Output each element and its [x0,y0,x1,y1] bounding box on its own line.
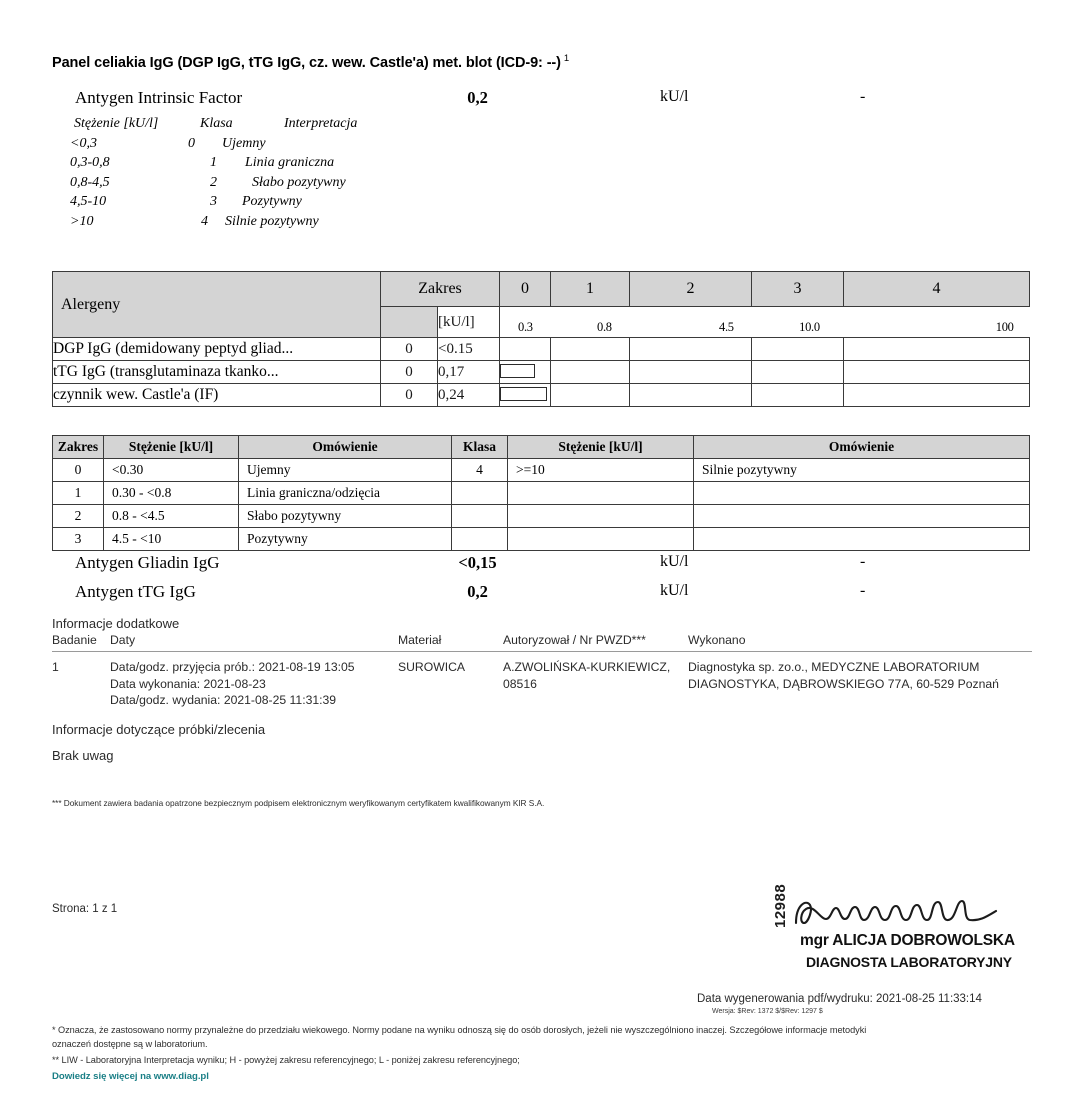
ref-header-class-right: Klasa [452,436,508,459]
diag-website-link[interactable]: Dowiedz się więcej na www.diag.pl [52,1071,209,1082]
ref-conc-right [508,505,694,528]
chart-concentration-value: <0.15 [438,338,500,361]
chart-band-label-1: 1 [551,272,630,307]
chart-band-cell [844,384,1030,407]
chart-class-value: 0 [381,384,438,407]
info-date-received: Data/godz. przyjęcia prób.: 2021-08-19 13:05 [110,660,355,674]
chart-data-row [53,338,1030,361]
ref-desc: Pozytywny [239,528,452,551]
info-date-issued: Data/godz. wydania: 2021-08-25 11:31:39 [110,693,337,707]
additional-info-title: Informacje dodatkowe [52,616,180,631]
allergen-bar-chart-table [52,271,1030,418]
chart-band-cell [844,338,1030,361]
legend-header-concentration: Stężenie [kU/l] [74,116,159,131]
stamp-diagnostician-role: DIAGNOSTA LABORATORYJNY [806,954,1012,970]
legend-interpretation: Linia graniczna [245,155,335,171]
result-reference: - [860,88,866,105]
info-date-performed: Data wykonania: 2021-08-23 [110,676,266,691]
table-row [53,528,1030,551]
chart-band-cell [630,384,752,407]
result-value: <0,15 [458,553,497,572]
ref-conc: 0.8 - <4.5 [104,505,239,528]
chart-band-label-0: 0 [500,272,551,307]
class-reference-table [52,435,1030,551]
info-dates-cell [110,652,398,709]
info-lab-address: DIAGNOSTYKA, DĄBROWSKIEGO 77A, 60-529 Poznań [688,676,999,691]
ref-desc: Ujemny [239,459,452,482]
chart-band-cell [844,361,1030,384]
info-lab-name: Diagnostyka sp. zo.o., MEDYCZNE LABORATORIUM [688,660,980,674]
footer-note-star-line2: oznaczeń dostępne są w laboratorium. [52,1039,208,1049]
chart-axis-tick-value: 4.5 [719,320,734,334]
legend-interpretation: Silnie pozytywny [225,213,319,229]
chart-axis-unit: [kU/l] [438,307,500,338]
chart-band-cell [630,338,752,361]
result-row-intrinsic-factor [0,88,1080,112]
ref-header-conc-left: Stężenie [kU/l] [104,436,239,459]
chart-axis-tick-value: 0.8 [597,320,612,334]
chart-axis-tick-0 [500,307,551,338]
legend-header-class: Klasa [200,116,233,131]
chart-band-cell [551,384,630,407]
legend-concentration: >10 [70,213,94,229]
chart-band-label-2: 2 [630,272,752,307]
info-performed-cell [688,652,1032,709]
pdf-version: Wersja: $Rev: 1372 $/$Rev: 1297 $ [712,1008,823,1015]
ref-header-range-left: Zakres [53,436,104,459]
ref-header-desc-left: Omówienie [239,436,452,459]
ref-range: 0 [53,459,104,482]
result-unit: kU/l [660,582,689,599]
table-row [53,482,1030,505]
chart-concentration-value: 0,24 [438,384,500,407]
page-title-superscript: 1 [563,53,570,64]
sample-info-content: Brak uwag [52,748,114,763]
chart-band-cell [551,338,630,361]
info-header-dates: Daty [110,633,398,652]
ref-range: 3 [53,528,104,551]
result-name: Antygen Gliadin IgG [75,553,220,572]
result-name: Antygen tTG IgG [75,582,196,601]
chart-header-allergen: Alergeny [53,272,381,338]
chart-concentration-value: 0,17 [438,361,500,384]
legend-class: 3 [210,194,217,210]
electronic-signature-note: *** Dokument zawiera badania opatrzone bezpiecznym podpisem elektronicznym weryfikowanym certyfikatem kwalifikowanym KIR S.A. [52,798,545,808]
chart-band-label-4: 4 [844,272,1030,307]
page-number: Strona: 1 z 1 [52,903,118,915]
result-row-ttg-igg [0,582,1080,606]
ref-header-conc-right: Stężenie [kU/l] [508,436,694,459]
chart-data-row [53,384,1030,407]
ref-range: 2 [53,505,104,528]
ref-desc: Słabo pozytywny [239,505,452,528]
ref-desc-right [694,482,1030,505]
legend-class: 1 [210,155,217,171]
pdf-generation-date: Data wygenerowania pdf/wydruku: 2021-08-25 11:33:14 [697,993,982,1005]
page-title-text: Panel celiakia IgG (DGP IgG, tTG IgG, cz. wew. Castle'a) met. blot (ICD-9: --) [52,54,561,71]
chart-axis-tick-value: 100 [995,320,1014,334]
chart-bar-track [500,338,551,361]
chart-axis-spacer [381,307,438,338]
table-row [53,459,1030,482]
table-row [52,652,1032,709]
reference-header-row [53,436,1030,459]
chart-bar [500,387,547,401]
chart-axis-tick-3 [752,307,844,338]
footer-note-star-line1: * Oznacza, że zastosowano normy przynależne do przedziału wiekowego. Normy podane na wyniku odnoszą się do osób dorosłych, jeżeli nie wyszczególniono inaczej. Szczegółowe informacje metodyki [52,1025,867,1035]
info-material: SUROWICA [398,660,466,674]
chart-bottom-spacer-row [53,407,1030,419]
page-title [52,53,569,71]
chart-header-row [53,272,1030,307]
ref-class-right [452,528,508,551]
chart-band-label-3: 3 [752,272,844,307]
legend-concentration: 4,5-10 [70,194,107,210]
chart-bar [500,364,535,378]
ref-conc: <0.30 [104,459,239,482]
chart-band-cell [551,361,630,384]
chart-class-value: 0 [381,361,438,384]
info-header-row [52,633,1032,652]
legend-concentration: 0,3-0,8 [70,155,110,171]
stamp-diagnostician-name: mgr ALICJA DOBROWOLSKA [800,932,1015,949]
ref-desc: Linia graniczna/odzięcia [239,482,452,505]
ref-header-desc-right: Omówienie [694,436,1030,459]
ref-desc-right [694,528,1030,551]
chart-axis-tick-2 [630,307,752,338]
ref-range: 1 [53,482,104,505]
ref-class-right [452,482,508,505]
sample-info-title: Informacje dotyczące próbki/zlecenia [52,722,266,737]
footer-note-liw: ** LIW - Laboratoryjna Interpretacja wyniku; H - powyżej zakresu referencyjnego; L - poniżej zakresu referencyjnego; [52,1055,520,1065]
additional-info-table [52,633,1032,709]
chart-band-cell [752,338,844,361]
info-header-authorized: Autoryzował / Nr PWZD*** [503,633,688,652]
info-header-study: Badanie [52,633,110,652]
result-value: 0,2 [467,582,488,601]
legend-concentration: 0,8-4,5 [70,174,110,190]
result-unit: kU/l [660,88,689,105]
handwritten-signature-icon [790,893,1020,933]
ref-conc-right [508,528,694,551]
chart-category-label: DGP IgG (demidowany peptyd gliad... [53,338,381,361]
result-reference: - [860,582,866,599]
chart-category-label: czynnik wew. Castle'a (IF) [53,384,381,407]
chart-axis-tick-1 [551,307,630,338]
result-reference: - [860,553,866,570]
chart-header-range: Zakres [381,272,500,307]
info-authorized-cell [503,652,688,709]
legend-interpretation: Ujemny [222,135,266,151]
chart-axis-tick-4 [844,307,1030,338]
chart-band-cell [630,361,752,384]
chart-class-value: 0 [381,338,438,361]
chart-bottom-spacer [53,407,1030,419]
legend-header-interpretation: Interpretacja [284,116,358,131]
info-study-number: 1 [52,660,59,674]
chart-axis-tick-value: 0.3 [518,320,533,334]
chart-band-cell [752,361,844,384]
chart-category-label: tTG IgG (transglutaminaza tkanko... [53,361,381,384]
signature-stamp [770,883,1032,985]
stamp-id-number: 12988 [772,883,789,928]
table-row [53,505,1030,528]
result-name: Antygen Intrinsic Factor [75,88,243,107]
chart-bar-track [500,361,551,384]
info-authorized-name: A.ZWOLIŃSKA-KURKIEWICZ, [503,660,671,674]
legend-class: 2 [210,174,217,190]
chart-data-row [53,361,1030,384]
ref-desc-right [694,505,1030,528]
legend-concentration: <0,3 [70,135,97,151]
ref-conc: 0.30 - <0.8 [104,482,239,505]
ref-desc-right: Silnie pozytywny [694,459,1030,482]
info-authorized-number: 08516 [503,676,537,691]
chart-bar-track [500,384,551,407]
legend-class: 0 [188,135,195,151]
result-value: 0,2 [467,88,488,107]
legend-class: 4 [201,213,208,229]
ref-conc-right: >=10 [508,459,694,482]
ref-conc: 4.5 - <10 [104,528,239,551]
ref-class-right [452,505,508,528]
legend-interpretation: Słabo pozytywny [252,174,346,190]
chart-axis-tick-value: 10.0 [799,320,820,334]
chart-band-cell [752,384,844,407]
result-row-gliadin-igg [0,553,1080,577]
info-header-performed: Wykonano [688,633,1032,652]
ref-class-right: 4 [452,459,508,482]
result-unit: kU/l [660,553,689,570]
legend-interpretation: Pozytywny [242,194,302,210]
info-header-material: Materiał [398,633,503,652]
ref-conc-right [508,482,694,505]
